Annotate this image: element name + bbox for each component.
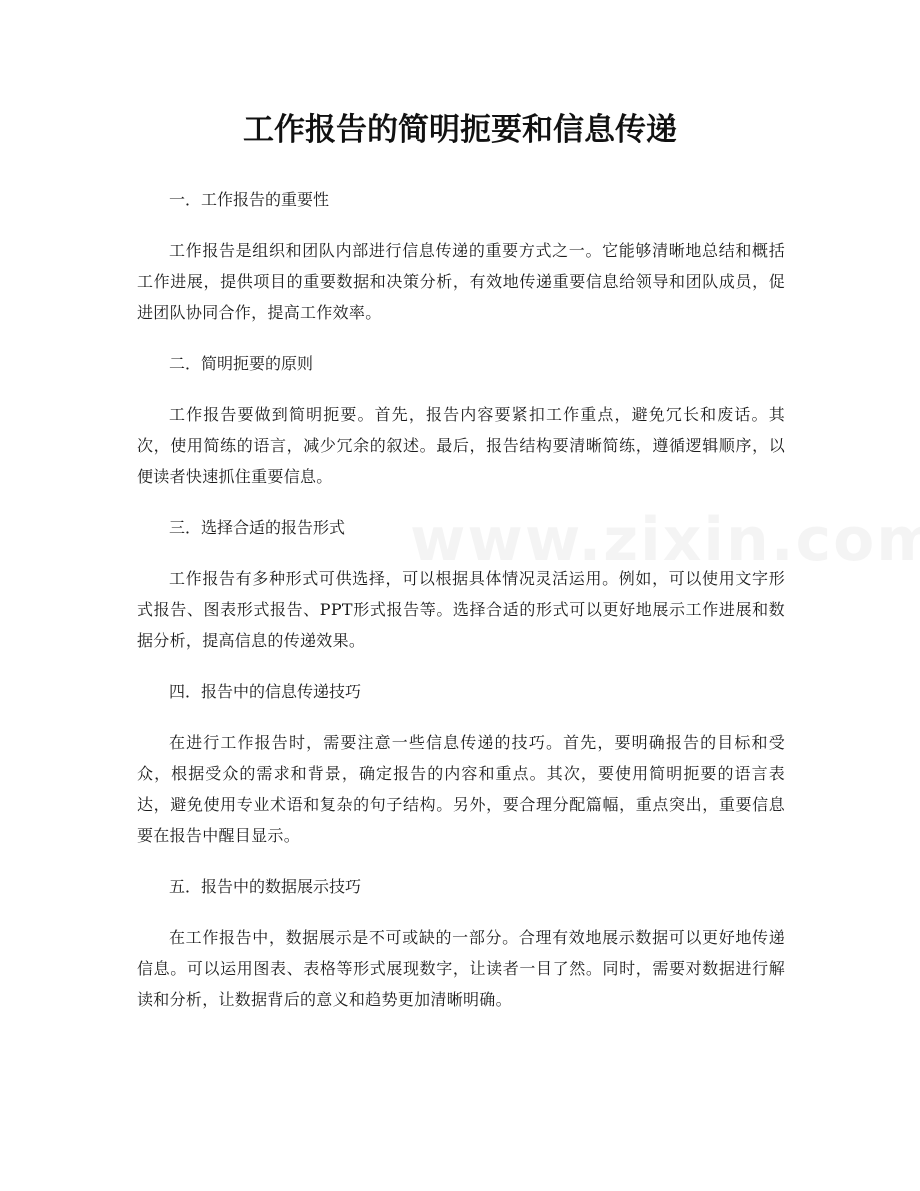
section-paragraph: 工作报告是组织和团队内部进行信息传递的重要方式之一。它能够清晰地总结和概括工作进展，提供项目的重要数据和决策分析，有效地传递重要信息给领导和团队成员，促进团队协同合作，提高工作效率。: [137, 241, 785, 322]
section-5: [137, 873, 785, 1015]
section-heading: 二．简明扼要的原则: [169, 354, 314, 373]
section-1: [137, 186, 785, 328]
section-heading: 一．工作报告的重要性: [169, 190, 330, 209]
section-paragraph: 在进行工作报告时，需要注意一些信息传递的技巧。首先，要明确报告的目标和受众，根据受众的需求和背景，确定报告的内容和重点。其次，要使用简明扼要的语言表达，避免使用专业术语和复杂的句子结构。另外，要合理分配篇幅，重点突出，重要信息要在报告中醒目显示。: [137, 733, 785, 845]
document-title: 工作报告的简明扼要和信息传递: [243, 112, 677, 148]
section-heading: 三．选择合适的报告形式: [169, 518, 346, 537]
section-paragraph: 在工作报告中，数据展示是不可或缺的一部分。合理有效地展示数据可以更好地传递信息。可以运用图表、表格等形式展现数字，让读者一目了然。同时，需要对数据进行解读和分析，让数据背后的意义和趋势更加清晰明确。: [137, 928, 785, 1009]
section-paragraph: 工作报告要做到简明扼要。首先，报告内容要紧扣工作重点，避免冗长和废话。其次，使用简练的语言，减少冗余的叙述。最后，报告结构要清晰简练，遵循逻辑顺序，以便读者快速抓住重要信息。: [137, 405, 785, 486]
section-heading: 四．报告中的信息传递技巧: [169, 682, 362, 701]
section-heading: 五．报告中的数据展示技巧: [169, 877, 362, 896]
section-3: [137, 514, 785, 656]
section-4: [137, 678, 785, 851]
section-2: [137, 350, 785, 492]
document-body: [137, 186, 785, 1037]
section-paragraph: 工作报告有多种形式可供选择，可以根据具体情况灵活运用。例如，可以使用文字形式报告、图表形式报告、PPT形式报告等。选择合适的形式可以更好地展示工作进展和数据分析，提高信息的传递效果。: [137, 569, 785, 650]
